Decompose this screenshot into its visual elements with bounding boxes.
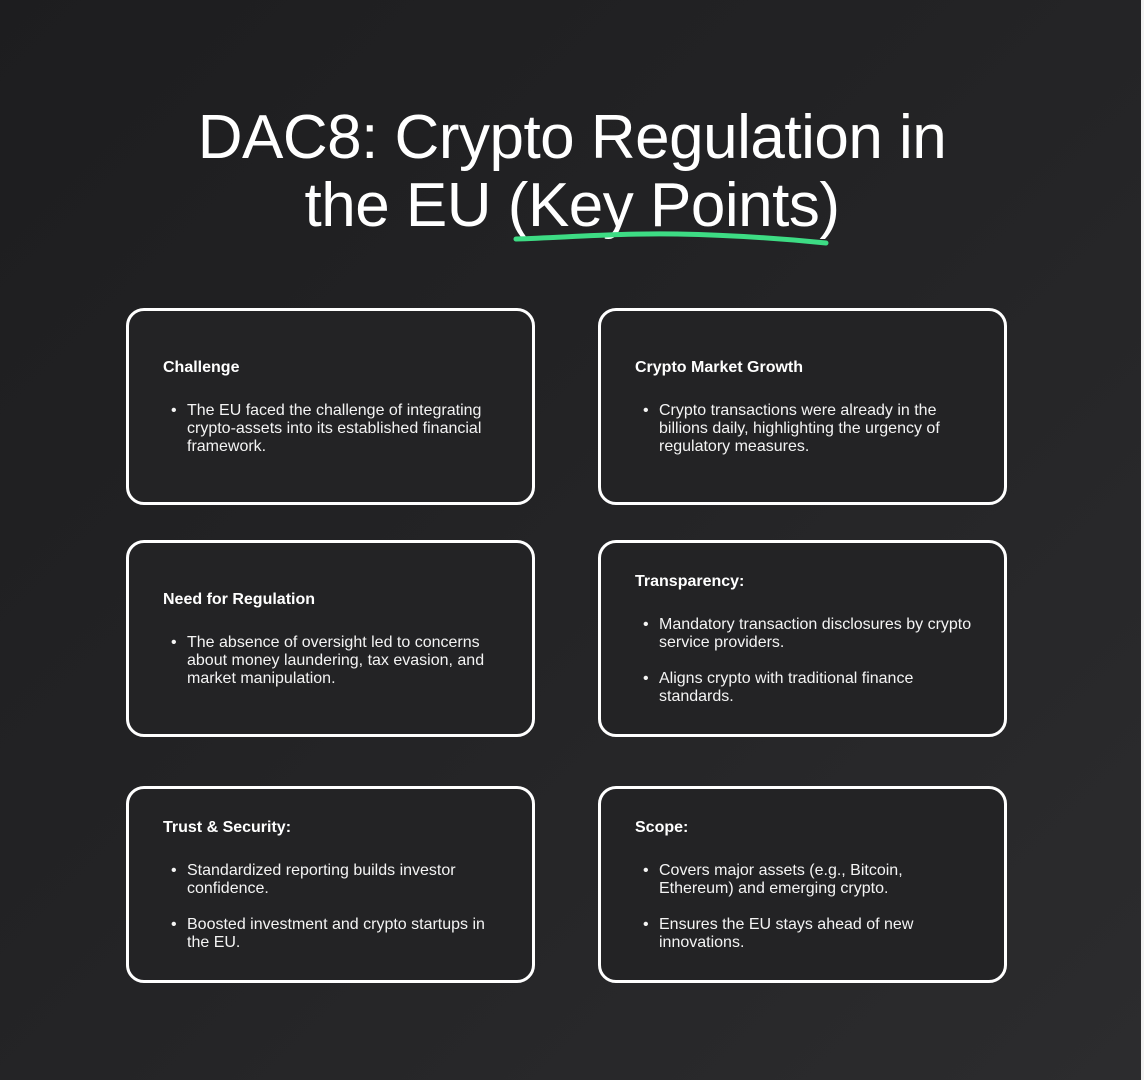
card-bullet-item [163, 862, 502, 898]
title-highlight: (Key Points) [507, 171, 840, 240]
card-bullet-item [163, 402, 502, 456]
bullet-text: Covers major assets (e.g., Bitcoin, Ethereum) and emerging crypto. [659, 861, 903, 897]
card-bullet-item [635, 616, 974, 652]
bullet-dot-icon: • [171, 633, 177, 651]
bullet-text: Mandatory transaction disclosures by crypto service providers. [659, 615, 972, 651]
card-bullet-list [163, 862, 502, 952]
card-bullet-list [635, 402, 974, 456]
bullet-dot-icon: • [171, 401, 177, 419]
card-bullet-item [635, 916, 974, 952]
card-bullet-item [635, 402, 974, 456]
bullet-dot-icon: • [643, 615, 649, 633]
card-title: Crypto Market Growth [635, 358, 804, 376]
card-trust-and-security [126, 786, 535, 983]
card-bullet-list [163, 634, 502, 688]
card-bullet-item [163, 634, 502, 688]
card-title: Transparency: [635, 572, 745, 590]
card-bullet-list [635, 862, 974, 952]
card-bullet-item [163, 916, 502, 952]
card-title: Challenge [163, 358, 240, 376]
card-bullet-item [635, 862, 974, 898]
bullet-text: Ensures the EU stays ahead of new innovations. [659, 915, 914, 951]
card-bullet-list [635, 616, 974, 706]
card-title: Scope: [635, 818, 689, 836]
card-transparency [598, 540, 1007, 737]
bullet-dot-icon: • [171, 861, 177, 879]
title-line-1: DAC8: Crypto Regulation in [197, 103, 947, 172]
card-crypto-market-growth [598, 308, 1007, 505]
card-bullet-item [635, 670, 974, 706]
bullet-text: Standardized reporting builds investor confidence. [187, 861, 456, 897]
title-underline-stroke [512, 226, 830, 252]
card-title: Need for Regulation [163, 590, 316, 608]
title-underline-path [516, 234, 826, 243]
card-scope [598, 786, 1007, 983]
bullet-dot-icon: • [643, 401, 649, 419]
bullet-dot-icon: • [643, 861, 649, 879]
bullet-dot-icon: • [643, 669, 649, 687]
card-bullet-list [163, 402, 502, 456]
bullet-text: The absence of oversight led to concerns about money laundering, tax evasion, and market manipulation. [187, 633, 485, 687]
bullet-text: The EU faced the challenge of integrating crypto-assets into its established financial framework. [187, 401, 482, 455]
bullet-text: Aligns crypto with traditional finance standards. [659, 669, 914, 705]
bullet-dot-icon: • [643, 915, 649, 933]
page-title [0, 104, 1144, 240]
card-challenge [126, 308, 535, 505]
card-need-for-regulation [126, 540, 535, 737]
bullet-dot-icon: • [171, 915, 177, 933]
title-line-2-prefix: the EU [304, 171, 508, 240]
card-title: Trust & Security: [163, 818, 292, 836]
bullet-text: Crypto transactions were already in the billions daily, highlighting the urgency of regulatory measures. [659, 401, 940, 455]
bullet-text: Boosted investment and crypto startups in the EU. [187, 915, 485, 951]
